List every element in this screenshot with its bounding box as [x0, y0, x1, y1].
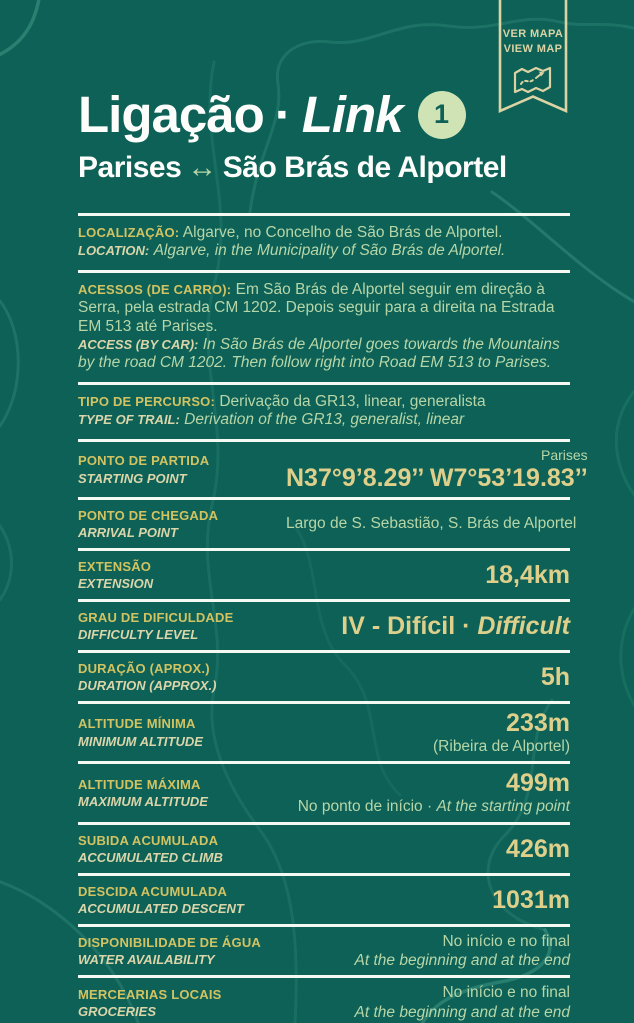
row-label-en: MINIMUM ALTITUDE [78, 733, 203, 749]
row-label-pt: PONTO DE PARTIDA [78, 453, 210, 469]
row-duration [78, 650, 570, 701]
row-text-en: Algarve, in the Municipality of São Brás de Alportel. [153, 242, 506, 260]
view-map-label-en: VIEW MAP [503, 43, 563, 56]
row-label-pt: PONTO DE CHEGADA [78, 507, 219, 523]
row-label-pt: TIPO DE PERCURSO: [78, 393, 216, 409]
stat-value-place: Parises [541, 447, 588, 464]
row-accumulated-climb [78, 822, 570, 873]
stat-value: Largo de S. Sebastião, S. Brás de Alportel [286, 515, 577, 533]
stat-value-coordinates: N37°9’8.29’’ W7°53’19.83’’ [286, 463, 588, 492]
row-min-altitude [78, 701, 570, 761]
row-label-en: ACCUMULATED CLIMB [78, 849, 223, 865]
stat-value-note-pt: No ponto de início · [297, 798, 433, 816]
title-pt: Ligação [78, 86, 264, 143]
route-title [78, 150, 570, 186]
row-label-pt: LOCALIZAÇÃO: [78, 225, 180, 241]
row-groceries [78, 975, 570, 1023]
stat-value: 499m [506, 769, 570, 798]
row-access [78, 270, 570, 382]
stat-value: 1031m [492, 885, 570, 914]
row-label-en: DIFFICULTY LEVEL [78, 626, 199, 642]
stat-value-pt: IV - Difícil · [341, 611, 471, 640]
stat-value: 5h [540, 662, 570, 691]
row-text-pt: Derivação da GR13, linear, generalista [219, 392, 486, 410]
view-map-label-pt: VER MAPA [502, 28, 564, 40]
stat-value: 426m [506, 834, 570, 863]
row-text-en: In São Brás de Alportel goes towards the Mountains by the road CM 1202. Then follow right into Road EM 513 to Parises. [78, 335, 560, 371]
row-text-pt: Em São Brás de Alportel seguir em direção à Serra, pela estrada CM 1202. Depois seguir para a direita na Estrada EM 513 até Parises. [78, 281, 555, 335]
stat-value-note-en: At the starting point [436, 798, 570, 816]
info-table [78, 213, 588, 1023]
row-label-en: EXTENSION [78, 575, 154, 591]
row-label-pt: DISPONIBILIDADE DE ÁGUA [78, 934, 262, 950]
row-text-en: Derivation of the GR13, generalist, linear [184, 411, 465, 429]
row-water-availability [78, 924, 570, 976]
stat-value: 233m [506, 708, 570, 737]
stat-value-pt: No início e no final [442, 984, 570, 1002]
row-accumulated-descent [78, 873, 570, 924]
row-label-pt: ALTITUDE MÁXIMA [78, 776, 201, 792]
row-label-en: ARRIVAL POINT [78, 524, 178, 540]
stat-value: 18,4km [485, 560, 570, 589]
stat-value-en: At the beginning and at the end [354, 952, 570, 970]
row-label-pt: ACESSOS (DE CARRO): [78, 282, 232, 298]
row-label-en: MAXIMUM ALTITUDE [78, 794, 208, 810]
stat-value-en: At the beginning and at the end [354, 1003, 570, 1021]
row-label-en: ACCUMULATED DESCENT [78, 900, 244, 916]
row-max-altitude [78, 761, 570, 821]
title-en: Link [301, 86, 403, 143]
row-extension [78, 548, 570, 599]
title-separator-dot: · [274, 86, 291, 143]
double-arrow-icon: ↔ [187, 151, 217, 185]
row-arrival-point [78, 497, 577, 548]
stat-value-note: (Ribeira de Alportel) [433, 737, 570, 755]
row-label-en: WATER AVAILABILITY [78, 952, 215, 968]
row-trail-type [78, 382, 570, 439]
row-label-pt: ALTITUDE MÍNIMA [78, 716, 196, 732]
row-label-pt: EXTENSÃO [78, 558, 152, 574]
row-label-pt: SUBIDA ACUMULADA [78, 832, 219, 848]
row-label-en: STARTING POINT [78, 470, 187, 486]
row-difficulty [78, 599, 570, 650]
stat-value-pt: No início e no final [442, 932, 570, 950]
row-label-en: ACCESS (BY CAR): [78, 336, 199, 352]
link-number-badge: 1 [418, 91, 466, 139]
row-label-pt: DESCIDA ACUMULADA [78, 883, 228, 899]
row-label-pt: DURAÇÃO (APROX.) [78, 660, 210, 676]
page-title [78, 88, 570, 141]
row-label-en: LOCATION: [78, 243, 150, 259]
row-label-en: GROCERIES [78, 1003, 157, 1019]
stat-value-en: Difficult [477, 611, 570, 640]
row-label-en: TYPE OF TRAIL: [78, 412, 180, 428]
row-location [78, 213, 570, 270]
row-label-en: DURATION (APPROX.) [78, 677, 217, 693]
row-label-pt: GRAU DE DIFICULDADE [78, 609, 234, 625]
route-from: Parises [78, 151, 182, 185]
row-text-pt: Algarve, no Concelho de São Brás de Alportel. [182, 224, 503, 242]
row-label-pt: MERCEARIAS LOCAIS [78, 986, 222, 1002]
row-starting-point [78, 439, 588, 497]
route-to: São Brás de Alportel [222, 151, 507, 185]
